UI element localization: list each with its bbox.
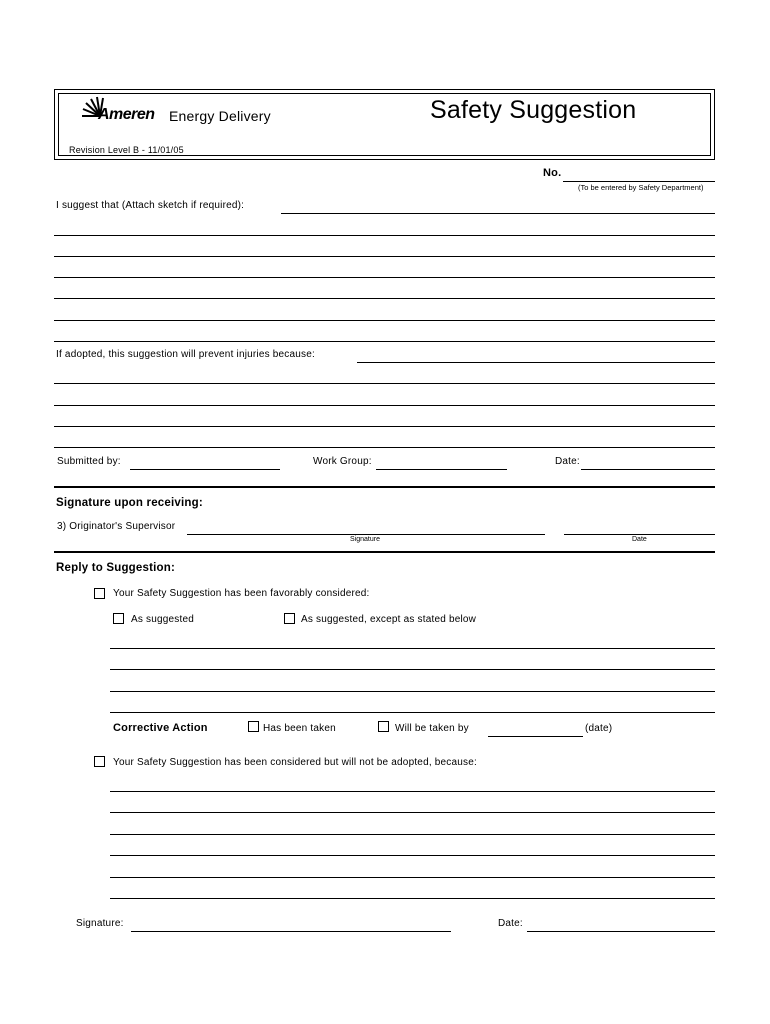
will-be-taken-checkbox[interactable] — [378, 721, 389, 732]
suggestion-line-4[interactable] — [54, 277, 715, 278]
prevent-label: If adopted, this suggestion will prevent injuries because: — [56, 349, 315, 360]
ameren-logo — [78, 96, 162, 126]
not-adopted-label: Your Safety Suggestion has been considered but will not be adopted, because: — [113, 757, 477, 768]
except-line-2[interactable] — [110, 669, 715, 670]
division-name: Energy Delivery — [169, 108, 271, 124]
submitted-date-field[interactable] — [581, 469, 715, 470]
corrective-action-label: Corrective Action — [113, 722, 208, 734]
reason-line-2[interactable] — [110, 812, 715, 813]
work-group-label: Work Group: — [313, 456, 372, 467]
prevent-line-5[interactable] — [54, 447, 715, 448]
section-divider-2 — [54, 551, 715, 553]
prevent-line-4[interactable] — [54, 426, 715, 427]
footer-date-label: Date: — [498, 918, 523, 929]
as-suggested-except-label: As suggested, except as stated below — [301, 614, 477, 625]
suggestion-label: I suggest that (Attach sketch if required): — [56, 200, 245, 211]
supervisor-signature-field[interactable] — [187, 534, 545, 535]
will-be-taken-date-field[interactable] — [488, 736, 583, 737]
prevent-line-1[interactable] — [357, 362, 715, 363]
revision-level: Revision Level B - 11/01/05 — [69, 145, 184, 155]
suggestion-line-2[interactable] — [54, 235, 715, 236]
logo-text: Ameren — [98, 106, 155, 123]
reason-line-5[interactable] — [110, 877, 715, 878]
work-group-field[interactable] — [376, 469, 507, 470]
as-suggested-checkbox[interactable] — [113, 613, 124, 624]
suggestion-line-1[interactable] — [281, 213, 715, 214]
has-been-taken-label: Has been taken — [263, 723, 336, 734]
number-label: No. — [543, 167, 562, 179]
section-divider-1 — [54, 486, 715, 488]
prevent-line-2[interactable] — [54, 383, 715, 384]
except-line-1[interactable] — [110, 648, 715, 649]
supervisor-date-field[interactable] — [564, 534, 715, 535]
signature-caption: Signature — [350, 536, 380, 543]
as-suggested-label: As suggested — [131, 614, 194, 625]
suggestion-line-6[interactable] — [54, 320, 715, 321]
number-note: (To be entered by Safety Department) — [578, 183, 704, 192]
reason-line-3[interactable] — [110, 834, 715, 835]
suggestion-line-3[interactable] — [54, 256, 715, 257]
suggestion-line-7[interactable] — [54, 341, 715, 342]
reason-line-1[interactable] — [110, 791, 715, 792]
page-title: Safety Suggestion — [430, 96, 637, 124]
footer-signature-field[interactable] — [131, 931, 451, 932]
submitted-by-field[interactable] — [130, 469, 280, 470]
date-paren-label: (date) — [585, 723, 613, 734]
receiving-heading: Signature upon receiving: — [56, 497, 203, 509]
except-line-4[interactable] — [110, 712, 715, 713]
suggestion-line-5[interactable] — [54, 298, 715, 299]
except-line-3[interactable] — [110, 691, 715, 692]
has-been-taken-checkbox[interactable] — [248, 721, 259, 732]
not-adopted-checkbox[interactable] — [94, 756, 105, 767]
supervisor-label: 3) Originator's Supervisor — [57, 521, 176, 532]
date-caption: Date — [632, 536, 647, 543]
prevent-line-3[interactable] — [54, 405, 715, 406]
number-field[interactable] — [563, 181, 715, 182]
submitted-by-label: Submitted by: — [57, 456, 121, 467]
reason-line-4[interactable] — [110, 855, 715, 856]
footer-signature-label: Signature: — [76, 918, 124, 929]
reason-line-6[interactable] — [110, 898, 715, 899]
favorable-checkbox[interactable] — [94, 588, 105, 599]
will-be-taken-label: Will be taken by — [395, 723, 469, 734]
reply-heading: Reply to Suggestion: — [56, 562, 175, 574]
as-suggested-except-checkbox[interactable] — [284, 613, 295, 624]
favorable-label: Your Safety Suggestion has been favorably considered: — [113, 588, 370, 599]
submitted-date-label: Date: — [555, 456, 580, 467]
footer-date-field[interactable] — [527, 931, 715, 932]
